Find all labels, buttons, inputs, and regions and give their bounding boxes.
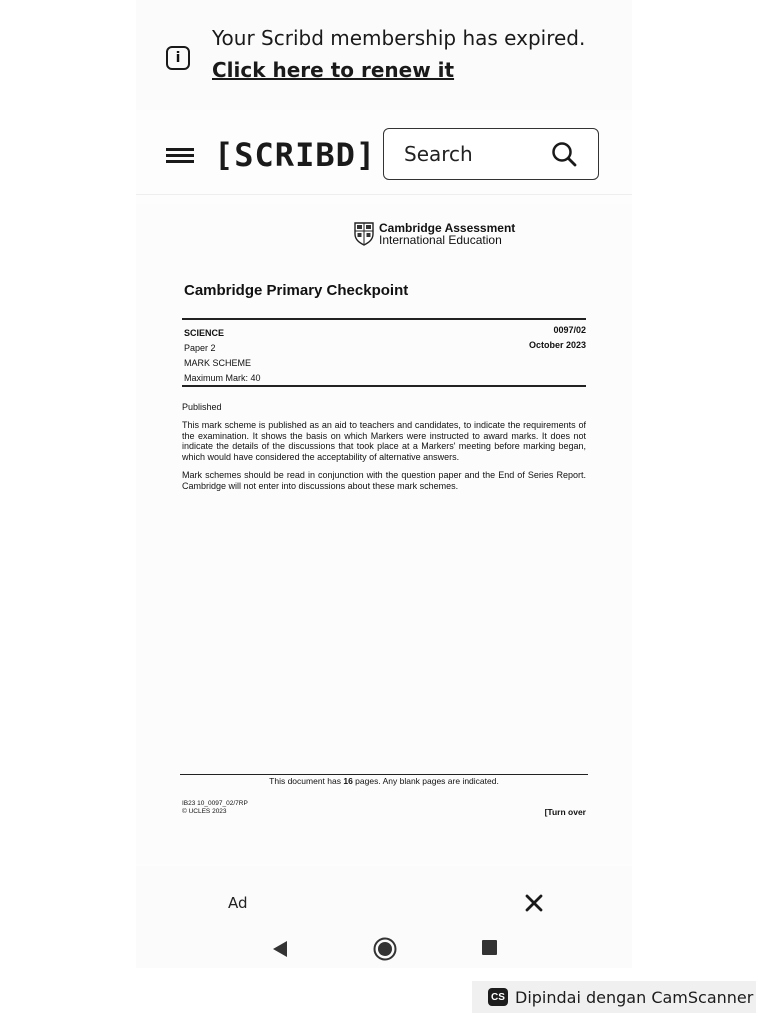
app-header xyxy=(136,112,632,195)
cambridge-logo xyxy=(354,222,515,246)
published-label: Published xyxy=(182,402,222,412)
page-count-prefix: This document has xyxy=(269,776,344,786)
page-count-note xyxy=(180,776,588,786)
document-reference xyxy=(182,800,248,816)
membership-banner xyxy=(136,0,632,110)
title-rule xyxy=(182,318,586,320)
paper-details xyxy=(184,326,261,386)
camscanner-logo: CS xyxy=(488,988,508,1006)
close-icon[interactable] xyxy=(523,892,545,914)
org-name-line2: International Education xyxy=(379,233,502,247)
back-icon[interactable] xyxy=(272,940,288,958)
membership-message: Your Scribd membership has expired. xyxy=(212,26,586,50)
footer-rule xyxy=(180,774,588,775)
copyright-notice: © UCLES 2023 xyxy=(182,808,227,815)
search-placeholder: Search xyxy=(404,142,473,166)
menu-icon[interactable] xyxy=(166,148,194,166)
org-name-line1: Cambridge Assessment xyxy=(379,221,516,235)
paper-code: 0097/02 xyxy=(553,325,586,335)
paper-number: Paper 2 xyxy=(184,343,216,353)
info-icon: i xyxy=(166,46,190,70)
scribd-app-screen xyxy=(136,0,632,968)
search-icon[interactable] xyxy=(550,140,578,168)
ad-bar xyxy=(136,866,632,968)
renew-link[interactable]: Click here to renew it xyxy=(212,58,455,82)
guidance-paragraph: Mark schemes should be read in conjunction with the question paper and the End of Series Report. Cambridge will not enter into discussions about these mark schemes. xyxy=(182,470,586,491)
subject: SCIENCE xyxy=(184,328,225,338)
details-rule xyxy=(182,385,586,387)
crest-icon xyxy=(354,222,374,246)
page-count-suffix: pages. Any blank pages are indicated. xyxy=(352,776,499,786)
recent-apps-icon[interactable] xyxy=(482,940,497,955)
intro-paragraph: This mark scheme is published as an aid to teachers and candidates, to indicate the requirements of the examination. It shows the basis on which Markers were instructed to award marks. It does not indicate the details of the discussions that took place at a Markers' meeting before marking began, which would have considered the acceptability of alternative answers. xyxy=(182,420,586,462)
ad-label: Ad xyxy=(228,894,248,912)
turn-over-label: [Turn over xyxy=(544,807,586,817)
document-page xyxy=(136,204,632,864)
search-input[interactable] xyxy=(383,128,599,180)
camscanner-watermark xyxy=(472,981,756,1013)
reference-code: IB23 10_0097_02/7RP xyxy=(182,800,248,807)
page-count-number: 16 xyxy=(343,776,353,786)
exam-session: October 2023 xyxy=(528,340,586,350)
document-title: Cambridge Primary Checkpoint xyxy=(184,282,409,299)
scribd-logo[interactable]: [SCRIBD] xyxy=(214,136,377,174)
paper-code-block xyxy=(529,323,586,353)
maximum-mark: Maximum Mark: 40 xyxy=(184,373,261,383)
watermark-text: Dipindai dengan CamScanner xyxy=(515,987,754,1007)
home-icon[interactable] xyxy=(373,937,397,961)
document-type: MARK SCHEME xyxy=(184,358,252,368)
